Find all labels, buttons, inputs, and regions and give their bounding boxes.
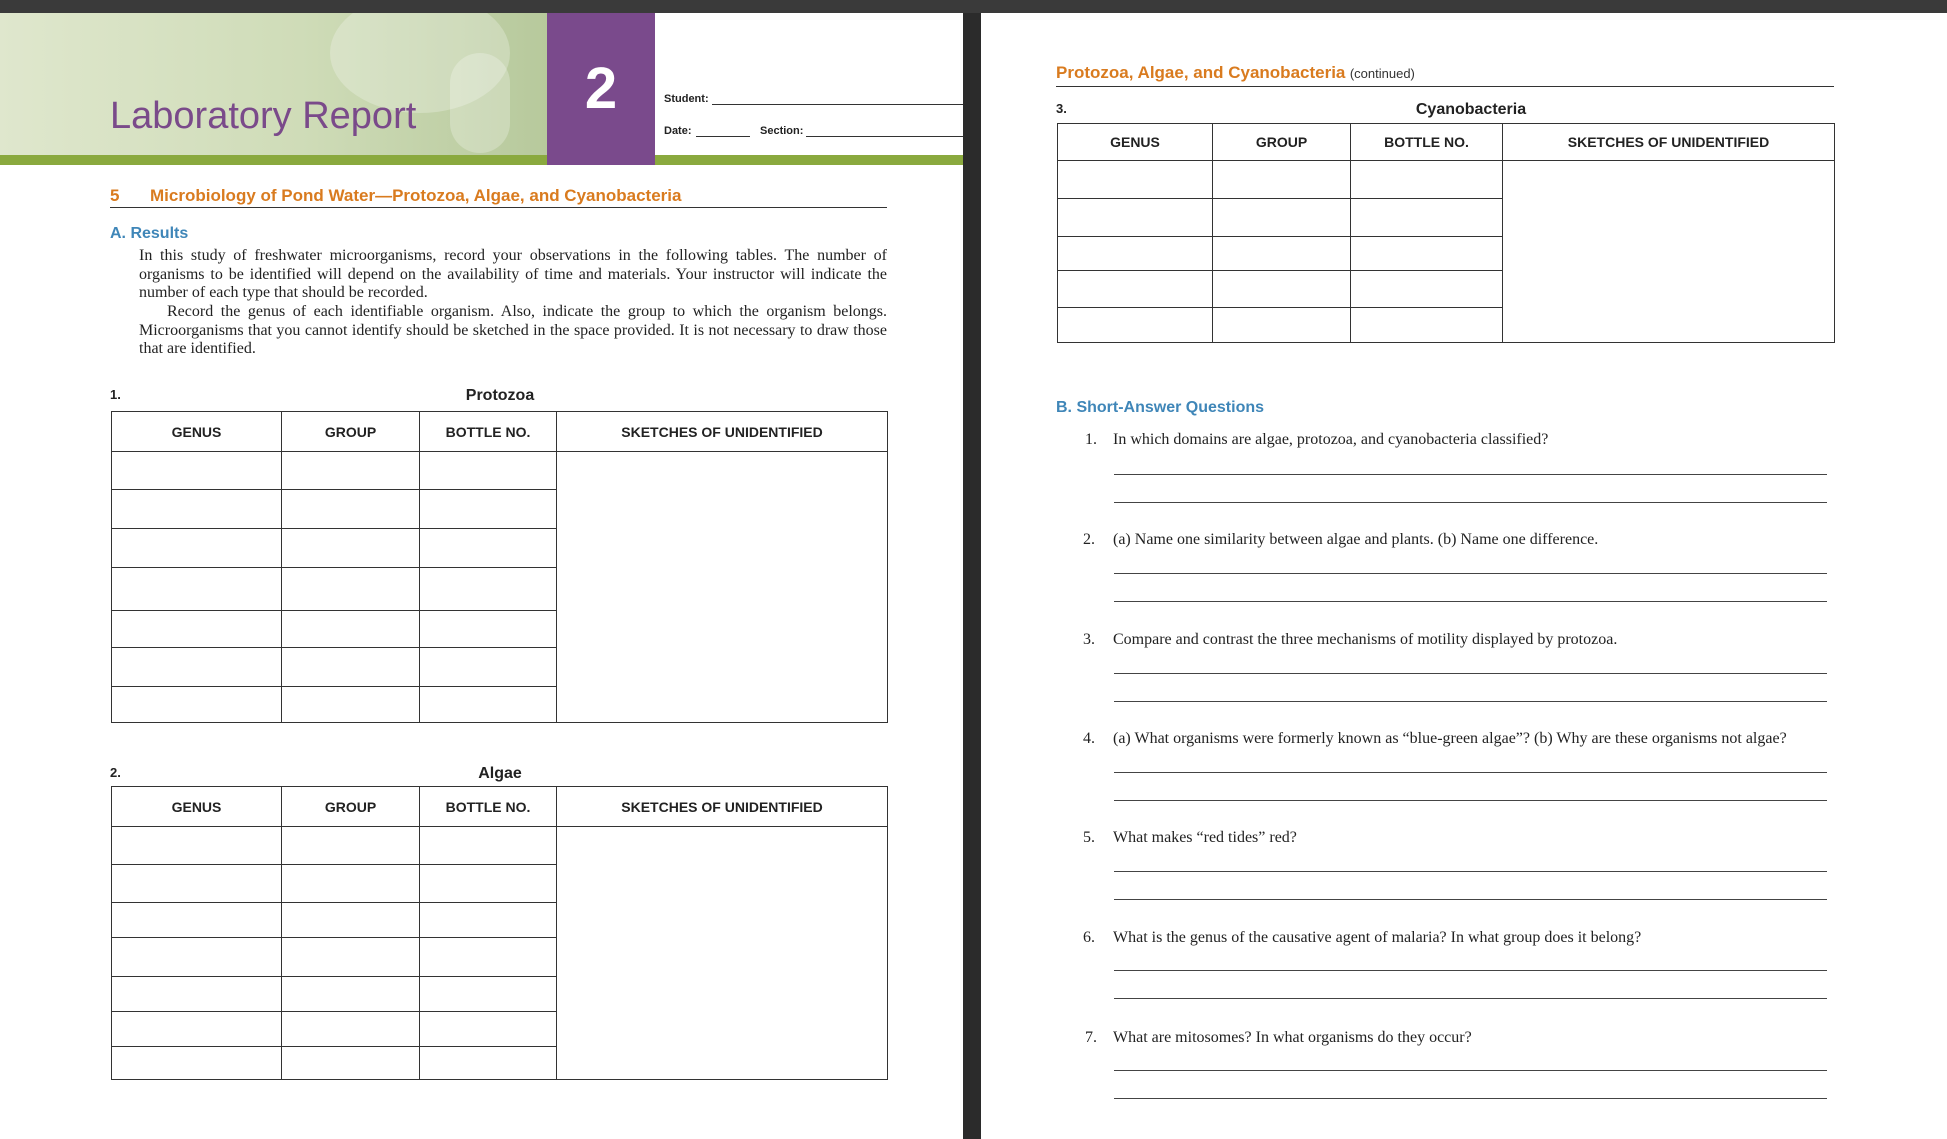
question-5-text: What makes “red tides” red? (1113, 829, 1297, 846)
genus-cell[interactable] (112, 903, 282, 938)
sketch-area[interactable] (1503, 161, 1835, 343)
table-2-title: Algae (478, 765, 522, 782)
group-cell[interactable] (1213, 161, 1351, 199)
question-7-number: 7. (1085, 1029, 1097, 1046)
report-title: Laboratory Report (110, 95, 417, 137)
genus-cell[interactable] (112, 529, 282, 568)
group-cell[interactable] (1213, 271, 1351, 308)
genus-cell[interactable] (1058, 199, 1213, 237)
col-header-genus: GENUS (1058, 124, 1213, 161)
bottle-cell[interactable] (420, 865, 557, 903)
genus-cell[interactable] (1058, 237, 1213, 271)
answer-line[interactable] (1114, 502, 1827, 503)
answer-line[interactable] (1114, 871, 1827, 872)
answer-line[interactable] (1114, 1070, 1827, 1071)
group-cell[interactable] (282, 452, 420, 490)
group-cell[interactable] (282, 648, 420, 687)
answer-line[interactable] (1114, 673, 1827, 674)
col-header-bottle: BOTTLE NO. (420, 787, 557, 827)
group-cell[interactable] (282, 687, 420, 723)
results-paragraph-2: Record the genus of each identifiable organism. Also, indicate the group to which the organism belongs. Microorganisms that you cannot identify should be sketched in the space provided. It is not necessary to draw those that are identified. (139, 303, 887, 357)
question-2-number: 2. (1083, 531, 1095, 548)
section-label: Section: (760, 125, 804, 137)
col-header-bottle: BOTTLE NO. (1351, 124, 1503, 161)
genus-cell[interactable] (112, 490, 282, 529)
sketch-area[interactable] (557, 827, 888, 1080)
col-header-genus: GENUS (112, 787, 282, 827)
question-3-number: 3. (1083, 631, 1095, 648)
group-cell[interactable] (282, 1047, 420, 1080)
answer-line[interactable] (1114, 970, 1827, 971)
question-2-text: (a) Name one similarity between algae and plants. (b) Name one difference. (1113, 531, 1599, 548)
answer-line[interactable] (1114, 474, 1827, 475)
question-5-number: 5. (1083, 829, 1095, 846)
question-6-text: What is the genus of the causative agent of malaria? In what group does it belong? (1113, 929, 1642, 946)
results-heading: A. Results (110, 225, 189, 242)
table-1-number: 1. (110, 387, 121, 402)
bottle-cell[interactable] (420, 568, 557, 611)
group-cell[interactable] (1213, 199, 1351, 237)
genus-cell[interactable] (1058, 161, 1213, 199)
genus-cell[interactable] (1058, 308, 1213, 343)
bottle-cell[interactable] (420, 452, 557, 490)
question-7-text: What are mitosomes? In what organisms do they occur? (1113, 1029, 1472, 1046)
col-header-genus: GENUS (112, 412, 282, 452)
bottle-cell[interactable] (420, 490, 557, 529)
group-cell[interactable] (282, 938, 420, 977)
bottle-cell[interactable] (420, 648, 557, 687)
group-cell[interactable] (1213, 308, 1351, 343)
genus-cell[interactable] (112, 977, 282, 1012)
group-cell[interactable] (282, 611, 420, 648)
bottle-cell[interactable] (1351, 161, 1503, 199)
bottle-cell[interactable] (420, 529, 557, 568)
protozoa-table (111, 411, 888, 723)
table-2-number: 2. (110, 765, 121, 780)
results-paragraph-1: In this study of freshwater microorganisms, record your observations in the following tables. The number of organisms to be identified will depend on the availability of time and materials. Your instructor will indicate the number of each type that should be recorded. (139, 247, 887, 301)
exercise-number: 5 (110, 186, 120, 205)
bottle-cell[interactable] (420, 977, 557, 1012)
answer-line[interactable] (1114, 899, 1827, 900)
group-cell[interactable] (282, 977, 420, 1012)
table-3-title: Cyanobacteria (1415, 101, 1527, 118)
genus-cell[interactable] (112, 611, 282, 648)
algae-table (111, 786, 888, 1080)
bottle-cell[interactable] (420, 1047, 557, 1080)
col-header-group: GROUP (282, 412, 420, 452)
student-label: Student: (664, 93, 709, 105)
exercise-title: Microbiology of Pond Water—Protozoa, Algae, and Cyanobacteria (150, 186, 682, 205)
answer-line[interactable] (1114, 800, 1827, 801)
student-field[interactable] (712, 103, 963, 105)
question-1-text: In which domains are algae, protozoa, and cyanobacteria classified? (1113, 431, 1549, 448)
bottle-cell[interactable] (420, 903, 557, 938)
group-cell[interactable] (282, 1012, 420, 1047)
genus-cell[interactable] (112, 827, 282, 865)
header-rule (1056, 85, 1834, 87)
genus-cell[interactable] (112, 1047, 282, 1080)
group-cell[interactable] (282, 529, 420, 568)
question-4-number: 4. (1083, 730, 1095, 747)
bottle-cell[interactable] (420, 1012, 557, 1047)
header-green-bar (0, 155, 963, 165)
answer-line[interactable] (1114, 998, 1827, 999)
left-page (0, 13, 963, 1139)
col-header-sketches: SKETCHES OF UNIDENTIFIED (1503, 124, 1835, 161)
group-cell[interactable] (282, 903, 420, 938)
bottle-cell[interactable] (420, 938, 557, 977)
bottle-cell[interactable] (420, 687, 557, 723)
genus-cell[interactable] (112, 938, 282, 977)
group-cell[interactable] (282, 490, 420, 529)
col-header-sketches: SKETCHES OF UNIDENTIFIED (557, 412, 888, 452)
genus-cell[interactable] (112, 648, 282, 687)
bottle-cell[interactable] (420, 611, 557, 648)
genus-cell[interactable] (112, 568, 282, 611)
report-number: 2 (547, 13, 655, 165)
continued-label: (continued) (1349, 66, 1415, 81)
sketch-area[interactable] (557, 452, 888, 723)
bottle-cell[interactable] (1351, 237, 1503, 271)
table-1-title: Protozoa (465, 387, 535, 404)
group-cell[interactable] (282, 568, 420, 611)
question-3-text: Compare and contrast the three mechanisms of motility displayed by protozoa. (1113, 631, 1618, 648)
question-4-text: (a) What organisms were formerly known as “blue-green algae”? (b) Why are these organisms not algae? (1113, 730, 1787, 747)
bottle-cell[interactable] (420, 827, 557, 865)
question-1-number: 1. (1085, 431, 1097, 448)
bottle-cell[interactable] (1351, 199, 1503, 237)
continued-title: Protozoa, Algae, and Cyanobacteria (1056, 63, 1346, 82)
answer-line[interactable] (1114, 573, 1827, 574)
cyanobacteria-table (1057, 123, 1835, 343)
col-header-group: GROUP (1213, 124, 1351, 161)
group-cell[interactable] (1213, 237, 1351, 271)
right-page (981, 13, 1947, 1139)
bacteria-illustration (450, 53, 510, 153)
answer-line[interactable] (1114, 701, 1827, 702)
col-header-bottle: BOTTLE NO. (420, 412, 557, 452)
answer-line[interactable] (1114, 601, 1827, 602)
genus-cell[interactable] (112, 865, 282, 903)
viewer-toolbar (0, 0, 1947, 13)
genus-cell[interactable] (112, 687, 282, 723)
bottle-cell[interactable] (1351, 271, 1503, 308)
col-header-group: GROUP (282, 787, 420, 827)
answer-line[interactable] (1114, 1098, 1827, 1099)
short-answer-heading: B. Short-Answer Questions (1056, 399, 1265, 416)
group-cell[interactable] (282, 827, 420, 865)
col-header-sketches: SKETCHES OF UNIDENTIFIED (557, 787, 888, 827)
title-rule (110, 206, 887, 208)
genus-cell[interactable] (1058, 271, 1213, 308)
genus-cell[interactable] (112, 1012, 282, 1047)
genus-cell[interactable] (112, 452, 282, 490)
section-field[interactable] (806, 135, 963, 137)
group-cell[interactable] (282, 865, 420, 903)
answer-line[interactable] (1114, 772, 1827, 773)
table-3-number: 3. (1056, 101, 1067, 116)
date-label: Date: (664, 125, 692, 137)
date-field[interactable] (696, 135, 750, 137)
right-page-header (1056, 63, 1415, 83)
question-6-number: 6. (1083, 929, 1095, 946)
bottle-cell[interactable] (1351, 308, 1503, 343)
